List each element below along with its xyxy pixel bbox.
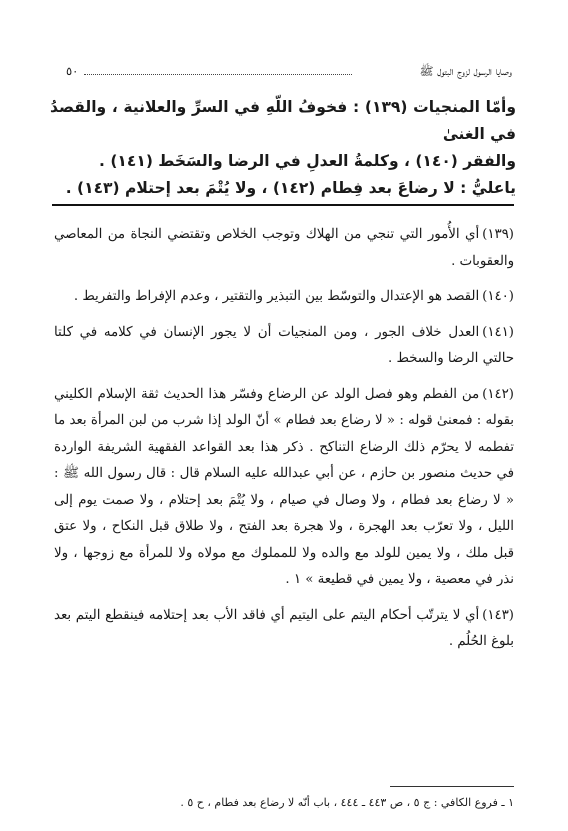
note-text: من الفطم وهو فصل الولد عن الرضاع وفسّر هذا الحديث ثقة الإسلام الكليني بقوله : فمعنىٰ قوله : « لا رضاع بعد فطام » أنّ الولد إذا شرب من لبن المرأة بعد ما تفطمه لا يحرّم ذلك الرضاع التناكح . ذكر هذا بعد القواعد الفقهية الشريفة الواردة في حديث منصور بن حازم ، عن أبي عبدالله عليه السلام قال : قال رسول الله ﷺ : « لا رضاع بعد فطام ، ولا وصال في صيام ، ولا يُتْمَ بعد إحتلام ، ولا صمت يوم إلى الليل ، ولا تعرّب بعد الهجرة ، ولا هجرة بعد الفتح ، ولا طلاق قبل النكاح ، ولا عتق قبل ملك ، ولا يمين للولد مع والده ولا للمملوك مع مولاه ولا للمرأة مع زوجها ، ولا نذر في معصية ، ولا يمين في قطيعة » ١ . [54, 386, 514, 587]
note-text: أي لا يترتّب أحكام اليتم على اليتيم أي فاقد الأب بعد إحتلامه فينقطع اليتم بعد بلوغ الحُلُم . [54, 607, 514, 649]
note-number: (١٤١) [482, 324, 514, 340]
note-142 [54, 382, 514, 594]
note-text: أي الأُمور التي تنجي من الهلاك وتوجب الخلاص وتقتضي النجاة من المعاصي والعقوبات . [54, 227, 514, 269]
note-number: (١٤٠) [482, 289, 514, 304]
main-line: والفقر (١٤٠) ، وكلمةُ العدلِ في الرضا والسَخَط (١٤١) . [99, 152, 516, 170]
running-header [66, 62, 512, 82]
note-140 [54, 284, 514, 311]
note-143 [54, 603, 514, 656]
note-number: (١٣٩) [482, 227, 514, 242]
note-text: العدل خلاف الجور ، ومن المنجيات أن لا يجور الإنسان في كلامه في كلتا حالتي الرضا والسخط . [54, 324, 514, 366]
main-line: وأمّا المنجيات (١٣٩) : فخوفُ اللّهِ في السرِّ والعلانية ، والقصدُ في الغنىٰ [50, 98, 516, 143]
section-divider [52, 204, 514, 206]
footnote-divider [390, 786, 514, 787]
note-number: (١٤٢) [482, 386, 514, 402]
note-141 [54, 320, 514, 373]
commentary-notes [54, 222, 514, 665]
page-number: ٥٠ [66, 64, 79, 78]
header-leader-dots [84, 74, 352, 75]
note-text: القصد هو الإعتدال والتوسّط بين التبذير والتقتير ، وعدم الإفراط والتفريط . [73, 289, 480, 304]
note-139 [54, 222, 514, 275]
main-line: ياعليُّ : لا رضاعَ بعد فِطام (١٤٢) ، ولا يُتْمَ بعد إحتلام (١٤٣) . [65, 179, 516, 197]
main-text [50, 94, 516, 202]
footnote: ١ ـ فروع الكافي : ج ٥ ، ص ٤٤٣ ـ ٤٤٤ ، باب أنّه لا رضاع بعد فطام ، ح ٥ . [180, 796, 514, 809]
header-title: وصايا الرسول لزوج البتول ﷺ [419, 64, 512, 78]
note-number: (١٤٣) [482, 607, 514, 623]
